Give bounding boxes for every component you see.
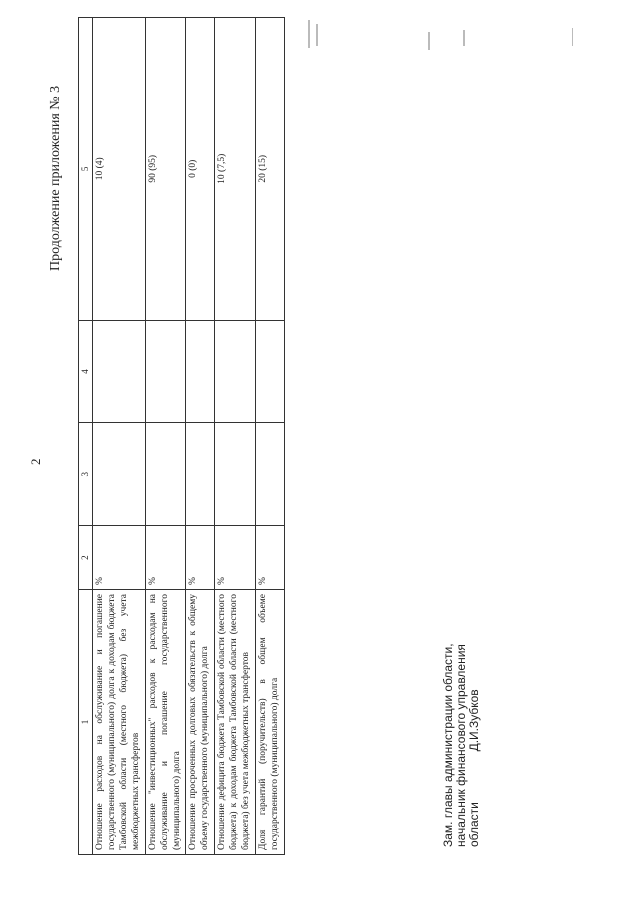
unit-cell: % bbox=[93, 526, 146, 590]
indicator-cell: Отношение просроченных долговых обязательств к общему объему государственного (муниципального) долга bbox=[186, 590, 215, 855]
signature-line: начальник финансового управления bbox=[454, 644, 468, 847]
indicators-table bbox=[78, 17, 285, 855]
value-cell: 90 (95) bbox=[145, 18, 186, 321]
indicator-cell: Отношение "инвестиционных" расходов к расходам на обслуживание и погашение государственного (муниципального) долга bbox=[145, 590, 186, 855]
value-cell: 10 (7,5) bbox=[215, 18, 256, 321]
empty-cell bbox=[215, 423, 256, 526]
signature-line: Зам. главы администрации области, bbox=[441, 643, 455, 847]
empty-cell bbox=[93, 320, 146, 423]
empty-cell bbox=[145, 320, 186, 423]
indicator-cell: Отношение дефицита бюджета Тамбовской области (местного бюджета) к доходам бюджета Тамбовской области (местного бюджета) без учета межбюджетных трансфертов bbox=[215, 590, 256, 855]
page-number: 2 bbox=[28, 458, 43, 465]
empty-cell bbox=[255, 320, 284, 423]
table-row bbox=[93, 18, 146, 855]
signatory-name: Д.И.Зубков bbox=[467, 689, 481, 752]
indicator-cell: Доля гарантий (поручительств) в общем объеме государственного (муниципального) долга bbox=[255, 590, 284, 855]
empty-cell bbox=[215, 320, 256, 423]
unit-cell: % bbox=[145, 526, 186, 590]
empty-cell bbox=[186, 320, 215, 423]
header-cell: 1 bbox=[79, 590, 93, 855]
signature-region: области bbox=[467, 802, 481, 847]
signature-block bbox=[442, 643, 481, 847]
table-row bbox=[186, 18, 215, 855]
unit-cell: % bbox=[215, 526, 256, 590]
value-cell: 0 (0) bbox=[186, 18, 215, 321]
appendix-title: Продолжение приложения № 3 bbox=[48, 85, 63, 271]
table-header-row bbox=[79, 18, 93, 855]
empty-cell bbox=[145, 423, 186, 526]
signature-line bbox=[468, 643, 481, 847]
header-cell: 5 bbox=[79, 18, 93, 321]
empty-cell bbox=[93, 423, 146, 526]
table-row bbox=[215, 18, 256, 855]
header-cell: 2 bbox=[79, 526, 93, 590]
value-cell: 10 (4) bbox=[93, 18, 146, 321]
unit-cell: % bbox=[186, 526, 215, 590]
unit-cell: % bbox=[255, 526, 284, 590]
indicator-cell: Отношение расходов на обслуживание и погашение государственного (муниципального) долга к доходам бюджета Тамбовской области (местного бюджета) без учета межбюджетных трансфертов bbox=[93, 590, 146, 855]
table-row bbox=[145, 18, 186, 855]
header-cell: 3 bbox=[79, 423, 93, 526]
table-row bbox=[255, 18, 284, 855]
header-cell: 4 bbox=[79, 320, 93, 423]
empty-cell bbox=[255, 423, 284, 526]
empty-cell bbox=[186, 423, 215, 526]
value-cell: 20 (15) bbox=[255, 18, 284, 321]
